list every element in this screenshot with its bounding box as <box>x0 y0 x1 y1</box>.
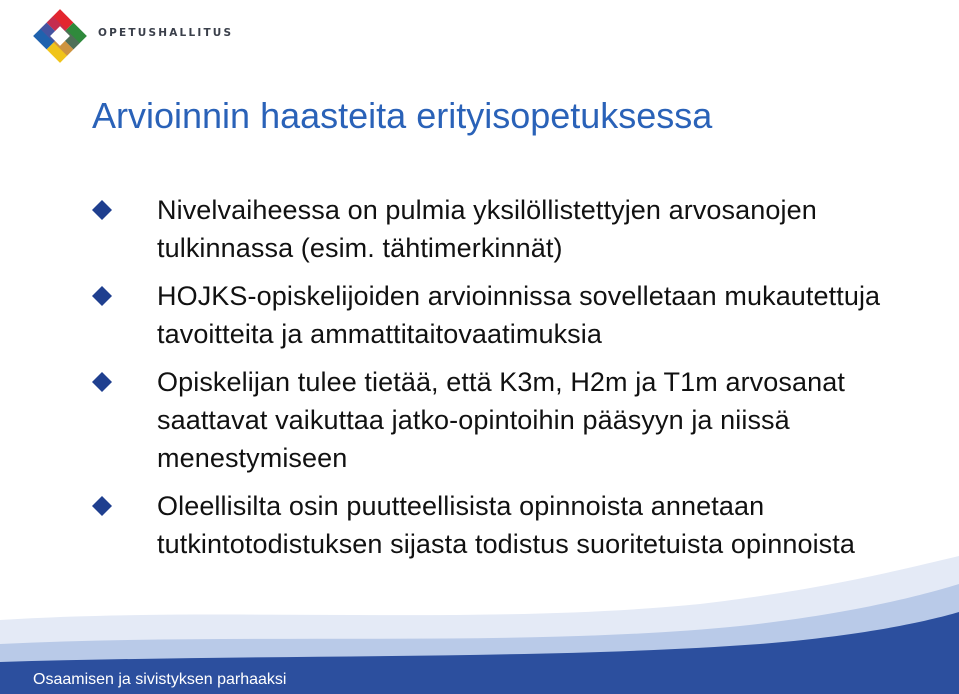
footer-slogan: Osaamisen ja sivistyksen parhaaksi <box>33 671 287 688</box>
diamond-bullet-icon <box>91 371 113 393</box>
diamond-bullet-icon <box>91 495 113 517</box>
bullet-item <box>91 363 911 477</box>
bullet-item <box>91 277 911 353</box>
bullet-text: Nivelvaiheessa on pulmia yksilöllistettyjen arvosanojen tulkinnassa (esim. tähtimerkinnät) <box>157 195 817 263</box>
opetushallitus-logo-icon <box>32 8 88 64</box>
bullet-text: HOJKS-opiskelijoiden arvioinnissa sovelletaan mukautettuja tavoitteita ja ammattitaitovaatimuksia <box>157 281 881 349</box>
org-name: OPETUSHALLITUS <box>98 27 234 39</box>
diamond-bullet-icon <box>91 285 113 307</box>
slide-title: Arvioinnin haasteita erityisopetuksessa <box>92 95 713 136</box>
bullet-text: Opiskelijan tulee tietää, että K3m, H2m ja T1m arvosanat saattavat vaikuttaa jatko-opintoihin pääsyyn ja niissä menestymiseen <box>157 367 845 473</box>
diamond-bullet-icon <box>91 199 113 221</box>
bullet-list <box>91 191 911 573</box>
bullet-text: Oleellisilta osin puutteellisista opinnoista annetaan tutkintotodistuksen sijasta todistus suoritetuista opinnoista <box>157 491 855 559</box>
bullet-item <box>91 191 911 267</box>
